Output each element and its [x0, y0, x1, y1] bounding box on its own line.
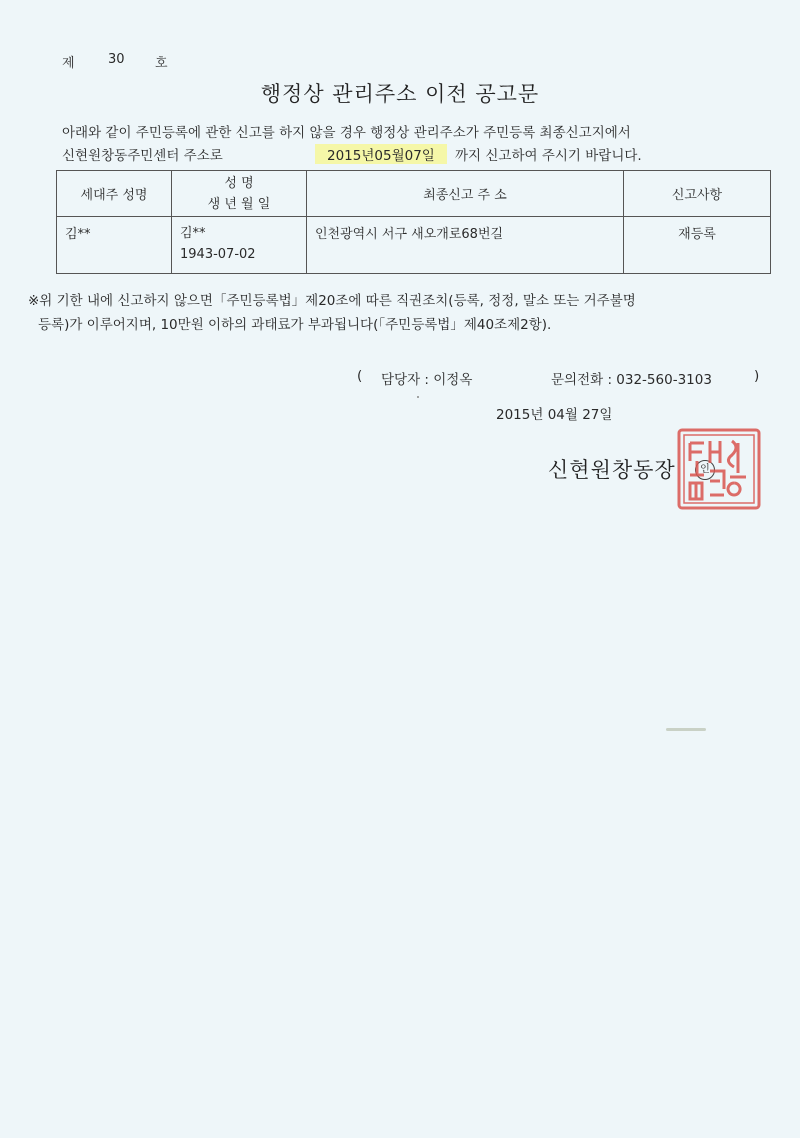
header-birth: 생 년 월 일	[207, 196, 271, 212]
contact-open-paren: (	[357, 368, 363, 384]
speck	[417, 396, 419, 398]
cell-address: 인천광역시 서구 새오개로68번길	[307, 217, 624, 274]
table-header-row	[57, 171, 771, 217]
cell-name: 김**	[180, 226, 206, 241]
intro-tail: 까지 신고하여 주시기 바랍니다.	[455, 148, 642, 164]
contact-phone: 문의전화 : 032-560-3103	[551, 372, 712, 388]
cell-report: 재등록	[624, 217, 771, 274]
official-seal-stamp	[676, 427, 762, 511]
header-name-birth	[172, 171, 307, 217]
signer-title: 신현원창동장	[548, 458, 676, 482]
intro-line-2: 신현원창동주민센터 주소로	[62, 148, 223, 164]
header-report: 신고사항	[624, 171, 771, 217]
doc-number-value: 30	[108, 52, 125, 67]
doc-number-suffix: 호	[155, 56, 168, 71]
notice-line-1: ※위 기한 내에 신고하지 않으면「주민등록법」제20조에 따른 직권조치(등록, 정정, 말소 또는 거주불명	[28, 293, 636, 309]
deadline-date: 2015년05월07일	[315, 144, 447, 164]
cell-head-name: 김**	[57, 217, 172, 274]
intro-line-1: 아래와 같이 주민등록에 관한 신고를 하지 않을 경우 행정상 관리주소가 주민등록 최종신고지에서	[62, 125, 631, 141]
contact-person: 담당자 : 이정옥	[381, 372, 473, 388]
seal-mark: 인	[695, 460, 715, 480]
registration-table	[56, 170, 771, 274]
header-name: 성 명	[224, 175, 254, 191]
page-title: 행정상 관리주소 이전 공고문	[260, 82, 540, 106]
paper-smudge	[666, 728, 706, 731]
header-address: 최종신고 주 소	[307, 171, 624, 217]
cell-birth: 1943-07-02	[180, 247, 256, 262]
cell-name-birth	[172, 217, 307, 274]
issue-date: 2015년 04월 27일	[496, 407, 613, 423]
header-head-name: 세대주 성명	[57, 171, 172, 217]
doc-number-prefix: 제	[62, 56, 75, 71]
notice-line-2: 등록)가 이루어지며, 10만원 이하의 과태료가 부과됩니다(「주민등록법」제40조제2항).	[38, 317, 552, 333]
table-row	[57, 217, 771, 274]
contact-close-paren: )	[754, 368, 760, 384]
